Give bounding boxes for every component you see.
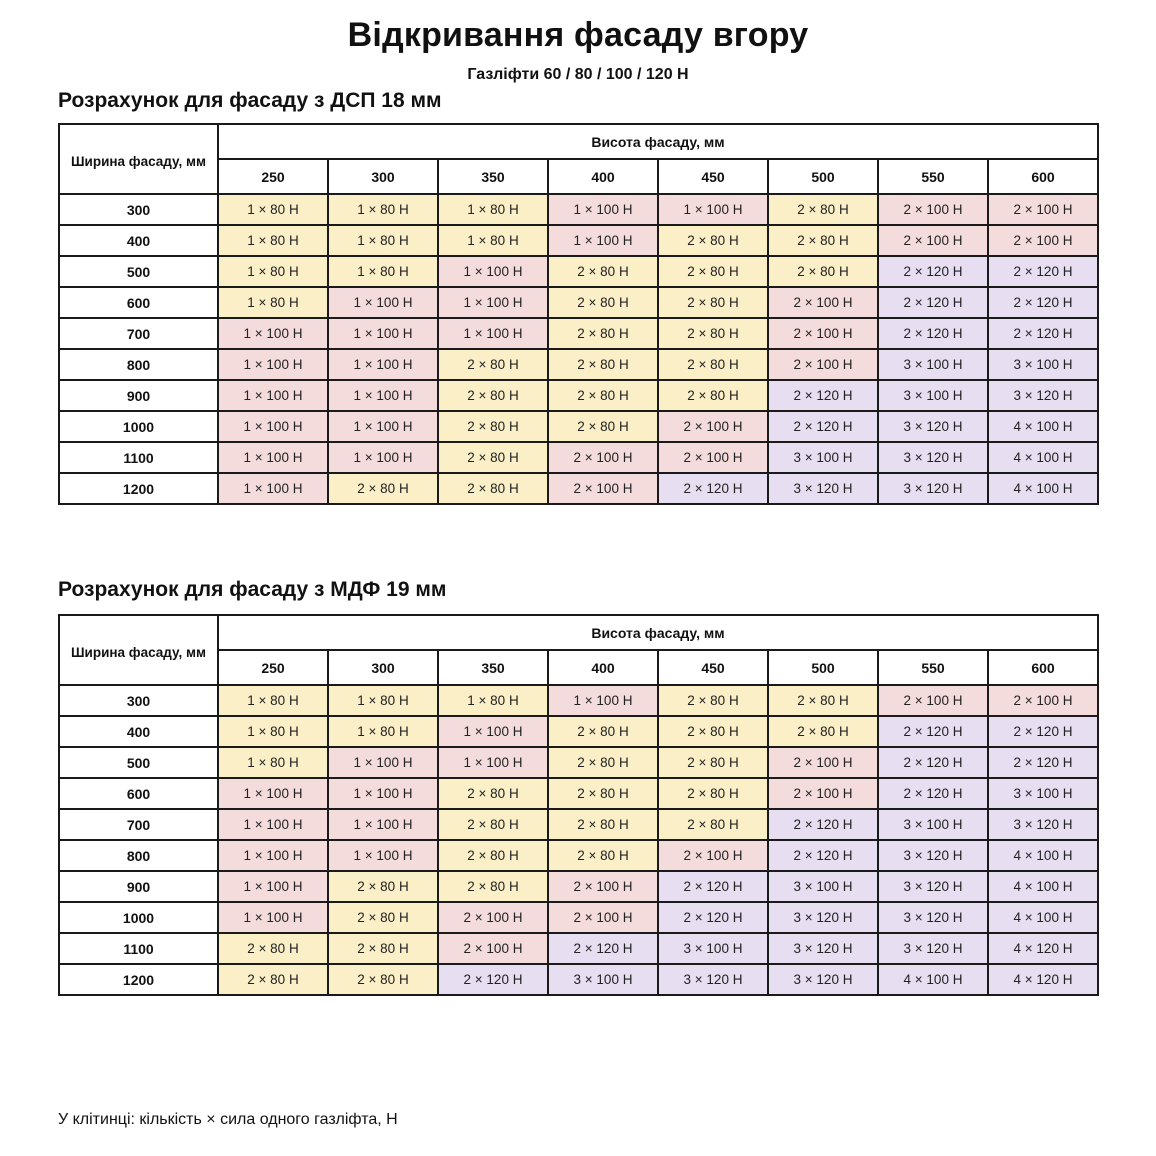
gaslift-cell: 2 × 80 Н [328, 902, 438, 933]
gaslift-cell: 2 × 100 Н [768, 287, 878, 318]
gaslift-cell: 3 × 120 Н [768, 964, 878, 995]
gaslift-cell: 1 × 100 Н [438, 318, 548, 349]
gaslift-cell: 1 × 100 Н [438, 747, 548, 778]
gaslift-cell: 2 × 100 Н [768, 318, 878, 349]
gaslift-cell: 4 × 100 Н [988, 442, 1098, 473]
gaslift-cell: 3 × 120 Н [878, 411, 988, 442]
gaslift-cell: 3 × 120 Н [988, 380, 1098, 411]
gaslift-cell: 1 × 100 Н [328, 442, 438, 473]
height-column-header: 250 [218, 159, 328, 194]
gaslift-cell: 2 × 80 Н [438, 778, 548, 809]
gaslift-cell: 1 × 100 Н [218, 809, 328, 840]
gaslift-cell: 1 × 100 Н [218, 840, 328, 871]
gaslift-cell: 1 × 100 Н [328, 349, 438, 380]
gaslift-cell: 3 × 120 Н [768, 933, 878, 964]
height-column-header: 550 [878, 159, 988, 194]
gaslift-cell: 4 × 100 Н [988, 871, 1098, 902]
gaslift-cell: 3 × 120 Н [768, 902, 878, 933]
height-column-header: 350 [438, 159, 548, 194]
gaslift-cell: 3 × 100 Н [988, 778, 1098, 809]
height-column-header: 300 [328, 159, 438, 194]
gaslift-cell: 2 × 120 Н [658, 473, 768, 504]
gaslift-cell: 1 × 80 Н [218, 716, 328, 747]
gaslift-cell: 2 × 100 Н [988, 685, 1098, 716]
gaslift-cell: 2 × 80 Н [548, 256, 658, 287]
gaslift-cell: 3 × 120 Н [988, 809, 1098, 840]
height-column-header: 500 [768, 650, 878, 685]
gaslift-cell: 1 × 100 Н [328, 747, 438, 778]
gaslift-cell: 1 × 100 Н [548, 194, 658, 225]
width-header: Ширина фасаду, мм [59, 124, 218, 194]
gaslift-cell: 2 × 80 Н [658, 685, 768, 716]
gaslift-cell: 3 × 120 Н [878, 840, 988, 871]
gaslift-cell: 2 × 80 Н [548, 840, 658, 871]
table-row [59, 716, 1098, 747]
gaslift-cell: 2 × 80 Н [658, 349, 768, 380]
gaslift-cell: 1 × 100 Н [218, 349, 328, 380]
gaslift-cell: 2 × 80 Н [768, 685, 878, 716]
gaslift-cell: 2 × 80 Н [438, 473, 548, 504]
gaslift-table-dsp [58, 123, 1099, 505]
table-row [59, 871, 1098, 902]
table-row [59, 380, 1098, 411]
gaslift-cell: 3 × 120 Н [768, 473, 878, 504]
gaslift-cell: 3 × 100 Н [658, 933, 768, 964]
gaslift-cell: 2 × 100 Н [548, 871, 658, 902]
gaslift-cell: 2 × 80 Н [548, 716, 658, 747]
gaslift-cell: 2 × 120 Н [438, 964, 548, 995]
width-row-header: 1200 [59, 964, 218, 995]
gaslift-cell: 2 × 120 Н [878, 256, 988, 287]
gaslift-cell: 2 × 120 Н [768, 840, 878, 871]
gaslift-cell: 2 × 100 Н [878, 225, 988, 256]
width-row-header: 800 [59, 840, 218, 871]
gaslift-cell: 2 × 120 Н [658, 871, 768, 902]
gaslift-cell: 1 × 100 Н [438, 287, 548, 318]
gaslift-cell: 1 × 100 Н [218, 778, 328, 809]
gaslift-cell: 2 × 100 Н [548, 473, 658, 504]
gaslift-cell: 1 × 100 Н [328, 778, 438, 809]
gaslift-cell: 2 × 80 Н [658, 256, 768, 287]
gaslift-table-mdf [58, 614, 1099, 996]
gaslift-cell: 2 × 120 Н [768, 411, 878, 442]
gaslift-cell: 2 × 120 Н [548, 933, 658, 964]
height-column-header: 500 [768, 159, 878, 194]
gaslift-cell: 3 × 100 Н [988, 349, 1098, 380]
gaslift-cell: 1 × 100 Н [328, 411, 438, 442]
gaslift-cell: 2 × 80 Н [768, 716, 878, 747]
gaslift-cell: 1 × 100 Н [218, 473, 328, 504]
gaslift-cell: 2 × 80 Н [548, 809, 658, 840]
width-row-header: 600 [59, 287, 218, 318]
gaslift-cell: 2 × 80 Н [328, 871, 438, 902]
table-row [59, 809, 1098, 840]
gaslift-cell: 1 × 80 Н [218, 194, 328, 225]
gaslift-cell: 2 × 80 Н [438, 349, 548, 380]
page-title: Відкривання фасаду вгору [347, 16, 809, 54]
width-row-header: 1000 [59, 411, 218, 442]
gaslift-cell: 3 × 120 Н [878, 442, 988, 473]
table-row [59, 964, 1098, 995]
width-row-header: 400 [59, 716, 218, 747]
width-row-header: 500 [59, 747, 218, 778]
gaslift-cell: 2 × 80 Н [328, 933, 438, 964]
gaslift-cell: 2 × 120 Н [878, 287, 988, 318]
height-column-header: 450 [658, 159, 768, 194]
gaslift-cell: 2 × 80 Н [548, 349, 658, 380]
gaslift-cell: 2 × 80 Н [548, 318, 658, 349]
gaslift-cell: 3 × 100 Н [878, 380, 988, 411]
gaslift-cell: 2 × 100 Н [768, 349, 878, 380]
gaslift-cell: 1 × 80 Н [218, 225, 328, 256]
table-title-mdf: Розрахунок для фасаду з МДФ 19 мм [58, 578, 447, 601]
height-column-header: 250 [218, 650, 328, 685]
height-column-header: 600 [988, 159, 1098, 194]
gaslift-cell: 2 × 80 Н [658, 380, 768, 411]
table-row [59, 747, 1098, 778]
gaslift-cell: 1 × 100 Н [218, 411, 328, 442]
gaslift-cell: 4 × 100 Н [988, 473, 1098, 504]
gaslift-cell: 2 × 80 Н [548, 380, 658, 411]
gaslift-cell: 4 × 100 Н [988, 411, 1098, 442]
gaslift-cell: 1 × 80 Н [218, 747, 328, 778]
gaslift-cell: 2 × 120 Н [878, 318, 988, 349]
gaslift-cell: 1 × 80 Н [328, 194, 438, 225]
gaslift-cell: 2 × 80 Н [658, 716, 768, 747]
gaslift-cell: 4 × 100 Н [878, 964, 988, 995]
gaslift-cell: 3 × 100 Н [768, 442, 878, 473]
gaslift-cell: 2 × 80 Н [658, 318, 768, 349]
gaslift-cell: 4 × 100 Н [988, 840, 1098, 871]
gaslift-cell: 2 × 120 Н [988, 716, 1098, 747]
gaslift-cell: 2 × 100 Н [548, 902, 658, 933]
width-row-header: 500 [59, 256, 218, 287]
table-row [59, 256, 1098, 287]
width-row-header: 700 [59, 809, 218, 840]
gaslift-cell: 2 × 80 Н [768, 194, 878, 225]
gaslift-cell: 3 × 100 Н [878, 809, 988, 840]
gaslift-cell: 2 × 80 Н [658, 809, 768, 840]
gaslift-cell: 1 × 80 Н [328, 256, 438, 287]
gaslift-cell: 2 × 80 Н [548, 411, 658, 442]
table-title-dsp: Розрахунок для фасаду з ДСП 18 мм [58, 89, 442, 112]
gaslift-cell: 1 × 100 Н [548, 685, 658, 716]
gaslift-cell: 3 × 120 Н [658, 964, 768, 995]
height-column-header: 450 [658, 650, 768, 685]
gaslift-cell: 2 × 80 Н [438, 442, 548, 473]
table-row [59, 225, 1098, 256]
gaslift-cell: 2 × 80 Н [218, 964, 328, 995]
width-row-header: 1100 [59, 933, 218, 964]
table-row [59, 778, 1098, 809]
gaslift-cell: 2 × 100 Н [878, 685, 988, 716]
gaslift-cell: 1 × 100 Н [658, 194, 768, 225]
gaslift-cell: 2 × 100 Н [658, 442, 768, 473]
height-column-header: 400 [548, 159, 658, 194]
table-row [59, 442, 1098, 473]
gaslift-cell: 1 × 100 Н [218, 871, 328, 902]
gaslift-cell: 1 × 80 Н [218, 256, 328, 287]
gaslift-cell: 1 × 100 Н [218, 380, 328, 411]
gaslift-cell: 1 × 80 Н [438, 225, 548, 256]
gaslift-cell: 3 × 120 Н [878, 933, 988, 964]
gaslift-cell: 2 × 100 Н [438, 902, 548, 933]
height-header: Висота фасаду, мм [218, 615, 1098, 650]
gaslift-cell: 2 × 120 Н [658, 902, 768, 933]
gaslift-cell: 2 × 120 Н [878, 716, 988, 747]
gaslift-cell: 1 × 80 Н [438, 194, 548, 225]
table-row [59, 287, 1098, 318]
gaslift-cell: 2 × 100 Н [768, 747, 878, 778]
gaslift-cell: 2 × 80 Н [658, 747, 768, 778]
height-column-header: 400 [548, 650, 658, 685]
table-row [59, 473, 1098, 504]
gaslift-cell: 2 × 100 Н [878, 194, 988, 225]
width-row-header: 900 [59, 871, 218, 902]
table-row [59, 933, 1098, 964]
gaslift-cell: 1 × 100 Н [548, 225, 658, 256]
gaslift-cell: 2 × 80 Н [658, 287, 768, 318]
gaslift-cell: 2 × 80 Н [548, 778, 658, 809]
width-header: Ширина фасаду, мм [59, 615, 218, 685]
gaslift-cell: 1 × 100 Н [328, 840, 438, 871]
gaslift-cell: 2 × 120 Н [988, 256, 1098, 287]
gaslift-cell: 2 × 80 Н [438, 809, 548, 840]
gaslift-cell: 2 × 80 Н [438, 380, 548, 411]
gaslift-cell: 3 × 120 Н [878, 871, 988, 902]
width-row-header: 300 [59, 194, 218, 225]
gaslift-cell: 2 × 80 Н [548, 747, 658, 778]
gaslift-cell: 2 × 80 Н [658, 225, 768, 256]
gaslift-cell: 2 × 100 Н [988, 194, 1098, 225]
gaslift-cell: 2 × 80 Н [218, 933, 328, 964]
height-column-header: 300 [328, 650, 438, 685]
gaslift-cell: 1 × 100 Н [328, 380, 438, 411]
gaslift-cell: 3 × 100 Н [768, 871, 878, 902]
width-row-header: 600 [59, 778, 218, 809]
gaslift-cell: 1 × 80 Н [218, 287, 328, 318]
gaslift-cell: 2 × 80 Н [768, 256, 878, 287]
gaslift-cell: 1 × 100 Н [218, 318, 328, 349]
gaslift-cell: 1 × 100 Н [438, 256, 548, 287]
table-row [59, 349, 1098, 380]
gaslift-cell: 2 × 80 Н [438, 411, 548, 442]
height-column-header: 600 [988, 650, 1098, 685]
table-row [59, 685, 1098, 716]
gaslift-cell: 1 × 100 Н [328, 318, 438, 349]
gaslift-cell: 2 × 120 Н [988, 318, 1098, 349]
table-row [59, 318, 1098, 349]
gaslift-cell: 2 × 80 Н [658, 778, 768, 809]
width-row-header: 700 [59, 318, 218, 349]
width-row-header: 400 [59, 225, 218, 256]
gaslift-cell: 2 × 120 Н [988, 287, 1098, 318]
gaslift-cell: 4 × 100 Н [988, 902, 1098, 933]
gaslift-cell: 2 × 120 Н [878, 778, 988, 809]
gaslift-cell: 1 × 100 Н [328, 287, 438, 318]
gaslift-cell: 2 × 80 Н [328, 473, 438, 504]
gaslift-cell: 2 × 120 Н [988, 747, 1098, 778]
gaslift-cell: 1 × 100 Н [328, 809, 438, 840]
table-row [59, 411, 1098, 442]
gaslift-cell: 2 × 80 Н [438, 840, 548, 871]
gaslift-cell: 1 × 80 Н [218, 685, 328, 716]
gaslift-cell: 3 × 120 Н [878, 473, 988, 504]
gaslift-cell: 2 × 100 Н [658, 840, 768, 871]
gaslift-cell: 1 × 100 Н [218, 902, 328, 933]
gaslift-cell: 1 × 80 Н [438, 685, 548, 716]
width-row-header: 1200 [59, 473, 218, 504]
width-row-header: 900 [59, 380, 218, 411]
gaslift-cell: 2 × 120 Н [768, 809, 878, 840]
gaslift-cell: 1 × 80 Н [328, 225, 438, 256]
gaslift-cell: 2 × 80 Н [438, 871, 548, 902]
gaslift-cell: 1 × 80 Н [328, 685, 438, 716]
gaslift-cell: 2 × 100 Н [548, 442, 658, 473]
gaslift-cell: 1 × 80 Н [328, 716, 438, 747]
gaslift-cell: 3 × 100 Н [548, 964, 658, 995]
gaslift-cell: 2 × 80 Н [548, 287, 658, 318]
gaslift-cell: 1 × 100 Н [438, 716, 548, 747]
gaslift-cell: 4 × 120 Н [988, 964, 1098, 995]
gaslift-cell: 1 × 100 Н [218, 442, 328, 473]
page-subtitle: Газліфти 60 / 80 / 100 / 120 Н [467, 66, 689, 83]
gaslift-cell: 3 × 120 Н [878, 902, 988, 933]
gaslift-cell: 2 × 100 Н [438, 933, 548, 964]
width-row-header: 1000 [59, 902, 218, 933]
table-row [59, 902, 1098, 933]
gaslift-cell: 3 × 100 Н [878, 349, 988, 380]
gaslift-cell: 2 × 120 Н [768, 380, 878, 411]
width-row-header: 300 [59, 685, 218, 716]
gaslift-cell: 2 × 80 Н [328, 964, 438, 995]
gaslift-cell: 2 × 100 Н [658, 411, 768, 442]
height-header: Висота фасаду, мм [218, 124, 1098, 159]
gaslift-cell: 4 × 120 Н [988, 933, 1098, 964]
height-column-header: 550 [878, 650, 988, 685]
gaslift-cell: 2 × 80 Н [768, 225, 878, 256]
footer-note: У клітинці: кількість × сила одного газліфта, Н [58, 1111, 398, 1128]
gaslift-cell: 2 × 100 Н [768, 778, 878, 809]
height-column-header: 350 [438, 650, 548, 685]
gaslift-cell: 2 × 120 Н [878, 747, 988, 778]
width-row-header: 1100 [59, 442, 218, 473]
gaslift-cell: 2 × 100 Н [988, 225, 1098, 256]
table-row [59, 194, 1098, 225]
table-row [59, 840, 1098, 871]
width-row-header: 800 [59, 349, 218, 380]
